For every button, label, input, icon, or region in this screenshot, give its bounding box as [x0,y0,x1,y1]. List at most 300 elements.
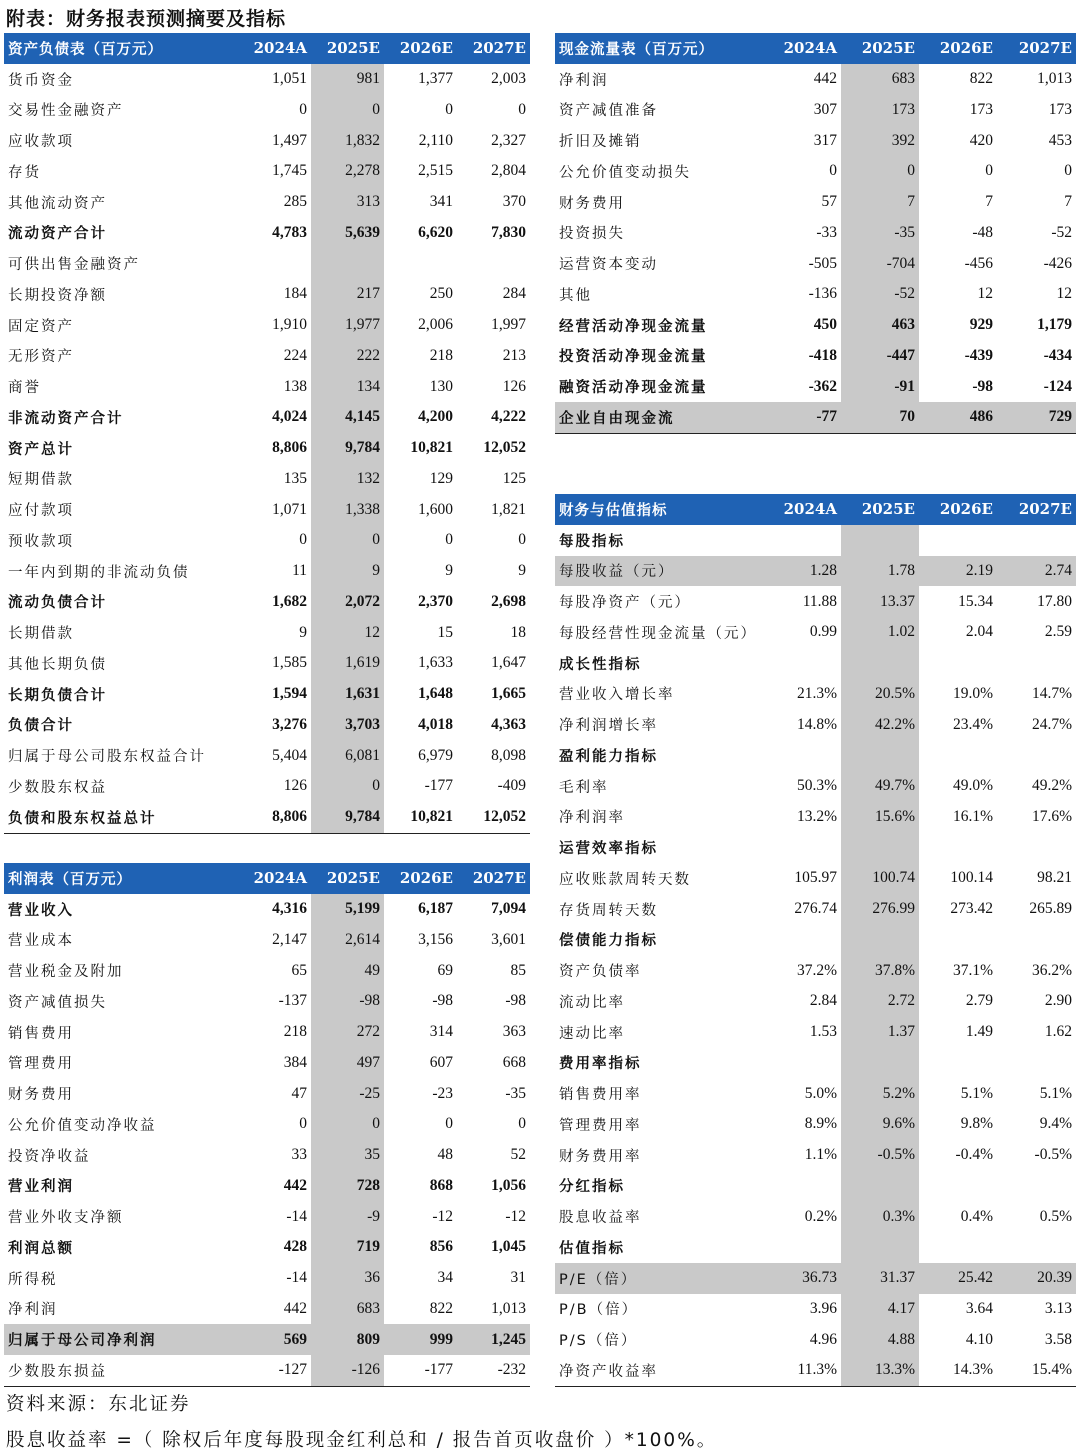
cell-value: 6,081 [311,740,384,771]
cell-value: 285 [283,193,307,211]
cell-value: 497 [311,1048,384,1079]
cell-value: 0 [445,100,453,118]
table-row [555,156,1076,187]
cell-value: 1,013 [1037,70,1072,88]
cell-value: 1,619 [311,648,384,679]
row-label: 费用率指标 [559,1056,642,1073]
cell-value: 0 [299,1115,307,1133]
income-statement-table [4,863,530,1387]
table-row [555,586,1076,617]
row-label: 净利润 [559,72,609,89]
table-row [555,525,1076,556]
cell-value: -23 [432,1084,453,1102]
table-title: 资产负债表（百万元） [4,33,237,64]
cell-value: 19.0% [952,684,993,702]
cell-value: 1,600 [418,500,453,518]
table-row [555,279,1076,310]
cell-value: 822 [969,70,993,88]
table-row [555,1294,1076,1325]
row-label: 短期借款 [8,472,74,489]
table-row [4,433,530,464]
cell-value [841,925,919,956]
row-label: 营业成本 [8,933,74,950]
cell-value: 9 [299,623,307,641]
cell-value: 341 [429,193,453,211]
table-row [4,525,530,556]
row-label: 经营活动净现金流量 [559,318,708,335]
row-label: 投资净收益 [8,1148,91,1165]
cell-value: 37.8% [841,955,919,986]
year-header: 2026E [919,33,997,64]
cell-value [919,832,997,863]
row-label: 少数股东损益 [8,1363,107,1380]
cell-value: 392 [841,125,919,156]
cell-value: 1,338 [311,494,384,525]
cell-value: 173 [1048,100,1072,118]
cell-value: 442 [283,1299,307,1317]
cell-value: 50.3% [796,777,837,795]
table-row [4,248,530,279]
row-label: 其他 [559,287,592,304]
cell-value: 1,977 [311,310,384,341]
cell-value: 126 [502,377,526,395]
cell-value: 12,052 [483,808,526,826]
cell-value: 2,327 [491,131,526,149]
cell-value: 569 [237,1324,311,1355]
cell-value: 719 [311,1232,384,1263]
cell-value: 7 [1064,193,1072,211]
row-label: 营业收入增长率 [559,687,675,704]
table-row [555,1140,1076,1171]
cell-value: -0.4% [955,1146,993,1164]
cell-value: 130 [429,377,453,395]
cell-value: 98.21 [1037,869,1072,887]
cell-value: 0 [311,1109,384,1140]
cell-value: 217 [311,279,384,310]
cell-value: 173 [969,100,993,118]
cell-value [841,1171,919,1202]
cell-value: -35 [841,218,919,249]
row-label: 少数股东权益 [8,779,107,796]
cell-value: 273.42 [950,900,993,918]
year-header: 2025E [841,494,919,525]
cell-value: 1,648 [418,685,453,703]
cell-value: 11.88 [802,592,837,610]
cell-value: 428 [283,1238,307,1256]
cell-value: 6,187 [418,900,453,918]
row-label: 运营效率指标 [559,841,658,858]
cell-value: -426 [1043,254,1072,272]
cell-value: 4.17 [841,1294,919,1325]
cell-value: -9 [311,1201,384,1232]
row-label: 固定资产 [8,318,74,335]
table-row [555,1232,1076,1263]
row-label: 资产减值准备 [559,103,658,120]
table-row [4,187,530,218]
cell-value: 0 [518,100,526,118]
row-label: 公允价值变动损失 [559,164,691,181]
cell-value: 37.2% [796,961,837,979]
row-label: 运营资本变动 [559,257,658,274]
cell-value: 276.99 [841,894,919,925]
cell-value: 135 [283,469,307,487]
row-label: 负债合计 [8,718,74,735]
cell-value: 307 [813,100,837,118]
row-label: 毛利率 [559,779,609,796]
table-row [4,925,530,956]
cell-value: 0 [445,531,453,549]
cell-value: 363 [502,1023,526,1041]
table-row [555,925,1076,956]
year-header: 2025E [841,33,919,64]
cell-value: 384 [283,1053,307,1071]
row-label: 财务费用率 [559,1148,642,1165]
cell-value: 1.02 [841,617,919,648]
cell-value: 7 [841,187,919,218]
cell-value: 9.8% [960,1115,993,1133]
row-label: 流动资产合计 [8,226,107,243]
cell-value: 33 [291,1146,307,1164]
cell-value: 1,910 [272,316,307,334]
row-label: 长期负债合计 [8,687,107,704]
cell-value: 0 [518,1115,526,1133]
table-title: 现金流量表（百万元） [555,33,763,64]
cell-value: 11.3% [797,1361,837,1379]
cell-value: 2.04 [965,623,993,641]
cell-value: 1.1% [804,1146,837,1164]
cell-value: 1,665 [491,685,526,703]
cell-value: 49.0% [952,777,993,795]
source-note: 资料来源：东北证券 [6,1394,191,1415]
table-row [555,832,1076,863]
row-label: 负债和股东权益总计 [8,810,157,827]
cell-value: 486 [919,402,997,433]
cell-value [997,1048,1076,1079]
cell-value: 13.37 [841,586,919,617]
cell-value: 370 [502,193,526,211]
row-label: 净利润率 [559,810,625,827]
cell-value: 0.2% [804,1207,837,1225]
row-label: 投资损失 [559,226,625,243]
table-row [4,986,530,1017]
table-row [555,556,1076,587]
cell-value: 12 [1056,285,1072,303]
cell-value: 3,601 [491,930,526,948]
row-label: 净资产收益率 [559,1363,658,1380]
cell-value [763,525,841,556]
cell-value: 0 [311,525,384,556]
cell-value: 12,052 [483,439,526,457]
cell-value: 728 [311,1171,384,1202]
cell-value: 0 [311,95,384,126]
cell-value [457,248,530,279]
cell-value [997,832,1076,863]
table-row [4,617,530,648]
cell-value: 4,018 [418,715,453,733]
cell-value: 1.62 [1044,1023,1072,1041]
cell-value: -362 [808,377,837,395]
row-label: 归属于母公司净利润 [4,1324,237,1355]
table-row [4,894,530,925]
cell-value: 5.1% [1039,1084,1072,1102]
cell-value: 9,784 [311,802,384,833]
cell-value: 37.1% [952,961,993,979]
row-label: 可供出售金融资产 [8,257,140,274]
cell-value: 8,806 [272,808,307,826]
cell-value [763,740,841,771]
cell-value [763,1232,841,1263]
cell-value: 284 [502,285,526,303]
table-row [555,1017,1076,1048]
cell-value [763,1048,841,1079]
cell-value: 4,024 [272,408,307,426]
cell-value [841,648,919,679]
table-row [555,371,1076,402]
cell-value: 13.2% [796,807,837,825]
cell-value: 3,156 [418,930,453,948]
cell-value: 184 [283,285,307,303]
row-label: 交易性金融资产 [8,103,124,120]
cell-value: 0.5% [1039,1207,1072,1225]
cell-value: 265.89 [1029,900,1072,918]
cell-value: 218 [283,1023,307,1041]
cell-value [763,925,841,956]
cell-value: -124 [1043,377,1072,395]
cell-value: 1,832 [311,125,384,156]
cell-value: 1.78 [841,556,919,587]
cell-value: 3.64 [965,1299,993,1317]
balance-sheet-table [4,33,530,834]
cell-value: 31.37 [841,1263,919,1294]
row-label: 融资活动净现金流量 [559,380,708,397]
row-label: 应收账款周转天数 [559,871,691,888]
year-header: 2027E [997,33,1076,64]
table-row [4,464,530,495]
cell-value: 453 [1048,131,1072,149]
cell-value: 3.13 [1044,1299,1072,1317]
cell-value: 5,404 [272,746,307,764]
row-label: 存货周转天数 [559,902,658,919]
cell-value: 17.80 [1037,592,1072,610]
cell-value [841,832,919,863]
year-header: 2027E [997,494,1076,525]
cell-value: -35 [505,1084,526,1102]
table-row [4,955,530,986]
cell-value: 4.88 [841,1324,919,1355]
cell-value: 16.1% [952,807,993,825]
cell-value [763,832,841,863]
cell-value: 8,098 [491,746,526,764]
row-label: 每股收益（元） [555,556,763,587]
cell-value: 4,316 [272,900,307,918]
row-label: 一年内到期的非流动负债 [8,564,190,581]
cell-value: 999 [384,1324,457,1355]
cell-value: 100.14 [950,869,993,887]
cell-value: 5,199 [311,894,384,925]
row-label: 每股经营性现金流量（元） [559,625,757,642]
cell-value: 0 [985,162,993,180]
cell-value [919,740,997,771]
cell-value: -98 [432,992,453,1010]
cell-value: 17.6% [1031,807,1072,825]
cell-value [237,248,311,279]
table-row [555,679,1076,710]
table-row [555,64,1076,95]
cell-value: 1,745 [272,162,307,180]
cell-value: 683 [841,64,919,95]
row-label: 非流动资产合计 [8,410,124,427]
cell-value: 420 [969,131,993,149]
cell-value: -33 [816,223,837,241]
table-row [4,1017,530,1048]
cell-value [919,1171,997,1202]
row-label: 管理费用 [8,1056,74,1073]
cell-value: 0 [829,162,837,180]
cell-value: -127 [278,1361,307,1379]
cell-value: 822 [429,1299,453,1317]
row-label: 其他流动资产 [8,195,107,212]
cell-value: 2,614 [311,925,384,956]
table-row [555,310,1076,341]
year-header: 2024A [237,863,311,894]
table-row [4,1355,530,1386]
table-row [555,341,1076,372]
cell-value: 134 [311,371,384,402]
table-row [555,771,1076,802]
cell-value: 20.5% [841,679,919,710]
cell-value: -14 [286,1207,307,1225]
cash-flow-table [555,33,1076,434]
table-row [555,187,1076,218]
table-row [4,648,530,679]
cell-value: 1,245 [457,1324,530,1355]
row-label: 成长性指标 [559,656,642,673]
table-row [4,1263,530,1294]
cell-value: 856 [429,1238,453,1256]
table-row [4,494,530,525]
cell-value: 129 [429,469,453,487]
cell-value: -177 [424,777,453,795]
table-row [555,402,1076,433]
row-label: P/E（倍） [555,1263,763,1294]
cell-value: 35 [311,1140,384,1171]
table-row [4,402,530,433]
cell-value: -126 [311,1355,384,1386]
cell-value: 1.53 [809,1023,837,1041]
cell-value [997,525,1076,556]
cell-value: 4,145 [311,402,384,433]
table-row [555,1201,1076,1232]
table-row [4,95,530,126]
cell-value: 36.2% [1031,961,1072,979]
table-title: 利润表（百万元） [4,863,237,894]
table-row [4,587,530,618]
cell-value: 0.4% [960,1207,993,1225]
cell-value: -98 [505,992,526,1010]
cell-value: 9,784 [311,433,384,464]
cell-value: 0 [1064,162,1072,180]
cell-value: -439 [964,346,993,364]
cell-value: 14.3% [952,1361,993,1379]
cell-value: 125 [502,469,526,487]
cell-value: 173 [841,95,919,126]
cell-value: 2,698 [491,592,526,610]
cell-value [997,648,1076,679]
table-header-row [4,863,530,894]
cell-value: 1,821 [491,500,526,518]
cell-value: 2.79 [965,992,993,1010]
row-label: 公允价值变动净收益 [8,1117,157,1134]
cell-value: 4.10 [965,1330,993,1348]
table-row [555,95,1076,126]
row-label: 净利润 [8,1302,58,1319]
table-row [555,1078,1076,1109]
cell-value: 2,006 [418,316,453,334]
cell-value: 9 [311,556,384,587]
cell-value: 809 [311,1324,384,1355]
cell-value: 2,072 [311,587,384,618]
cell-value: 36 [311,1263,384,1294]
table-title: 财务与估值指标 [555,494,763,525]
cell-value: 981 [311,64,384,95]
cell-value: -704 [841,248,919,279]
table-row [4,740,530,771]
cell-value: -447 [841,341,919,372]
cell-value: 14.7% [1031,684,1072,702]
cell-value: 21.3% [796,684,837,702]
cell-value: -98 [311,986,384,1017]
cell-value: -177 [424,1361,453,1379]
table-row [4,341,530,372]
cell-value: 668 [502,1053,526,1071]
row-label: 资产总计 [8,441,74,458]
cell-value: -52 [1051,223,1072,241]
cell-value: 4.96 [809,1330,837,1348]
cell-value: 2.90 [1044,992,1072,1010]
cell-value: 218 [429,346,453,364]
cell-value: 313 [311,187,384,218]
cell-value: 10,821 [410,808,453,826]
cell-value: 8.9% [804,1115,837,1133]
row-label: 净利润增长率 [559,718,658,735]
cell-value: 1,682 [272,592,307,610]
cell-value: 3.96 [809,1299,837,1317]
cell-value: 2,147 [272,930,307,948]
cell-value: 3,703 [311,710,384,741]
row-label: 货币资金 [8,72,74,89]
cell-value: 5.1% [960,1084,993,1102]
row-label: 速动比率 [559,1025,625,1042]
dividend-yield-note: 股息收益率 =（ 除权后年度每股现金红利总和 / 报告首页收盘价 ）*100%。 [6,1430,718,1451]
cell-value: 7,830 [491,223,526,241]
cell-value: 1,179 [1037,316,1072,334]
cell-value: 3.58 [1044,1330,1072,1348]
cell-value: 9.4% [1039,1115,1072,1133]
cell-value: 65 [291,961,307,979]
cell-value: 15.34 [958,592,993,610]
cell-value: 1,045 [491,1238,526,1256]
cell-value: 5,639 [311,218,384,249]
row-label: 商誉 [8,380,41,397]
cell-value: 24.7% [1031,715,1072,733]
cell-value: 3,276 [272,715,307,733]
cell-value: 272 [311,1017,384,1048]
row-label: 营业利润 [8,1179,74,1196]
table-header-row [4,33,530,64]
cell-value: 463 [841,310,919,341]
table-row [555,218,1076,249]
cell-value: 5.0% [804,1084,837,1102]
